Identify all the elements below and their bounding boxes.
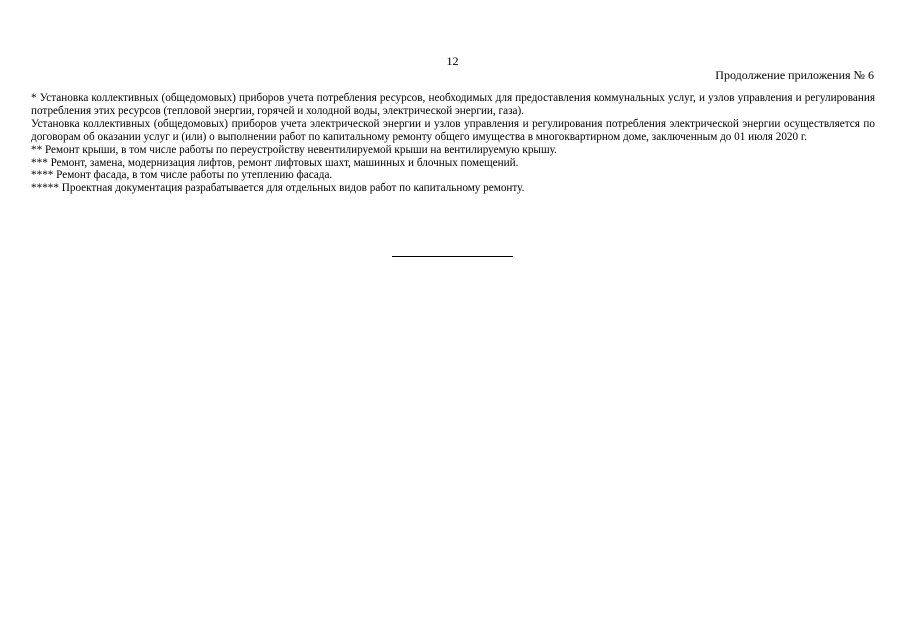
appendix-continuation-note: Продолжение приложения № 6	[715, 68, 874, 82]
end-divider-line	[392, 256, 513, 257]
footnotes-block	[31, 92, 875, 195]
footnote-facade-repair: **** Ремонт фасада, в том числе работы по утеплению фасада.	[31, 169, 333, 182]
footnote-collective-meters: * Установка коллективных (общедомовых) приборов учета потребления ресурсов, необходимых для предоставления коммунальных услуг, и узлов управления и регулирования потребления этих ресурсов (тепловой энергии, горячей и холодной воды, электрической энергии, газа).	[31, 92, 875, 117]
footnote-electric-meters-contracts: Установка коллективных (общедомовых) приборов учета электрической энергии и узлов управления и регулирования потребления электрической энергии осуществляется по договорам об оказании услуг и (или) о выполнении работ по капитальному ремонту общего имущества в многоквартирном доме, заключенным до 01 июля 2020 г.	[31, 117, 875, 143]
footnote-roof-repair: ** Ремонт крыши, в том числе работы по переустройству невентилируемой крыши на вентилируемую крышу.	[31, 143, 557, 156]
footnote-elevator-repair: *** Ремонт, замена, модернизация лифтов, ремонт лифтовых шахт, машинных и блочных помещений.	[31, 156, 519, 169]
page-number: 12	[446, 54, 459, 68]
footnote-project-documentation: ***** Проектная документация разрабатывается для отдельных видов работ по капитальному ремонту.	[31, 182, 525, 195]
